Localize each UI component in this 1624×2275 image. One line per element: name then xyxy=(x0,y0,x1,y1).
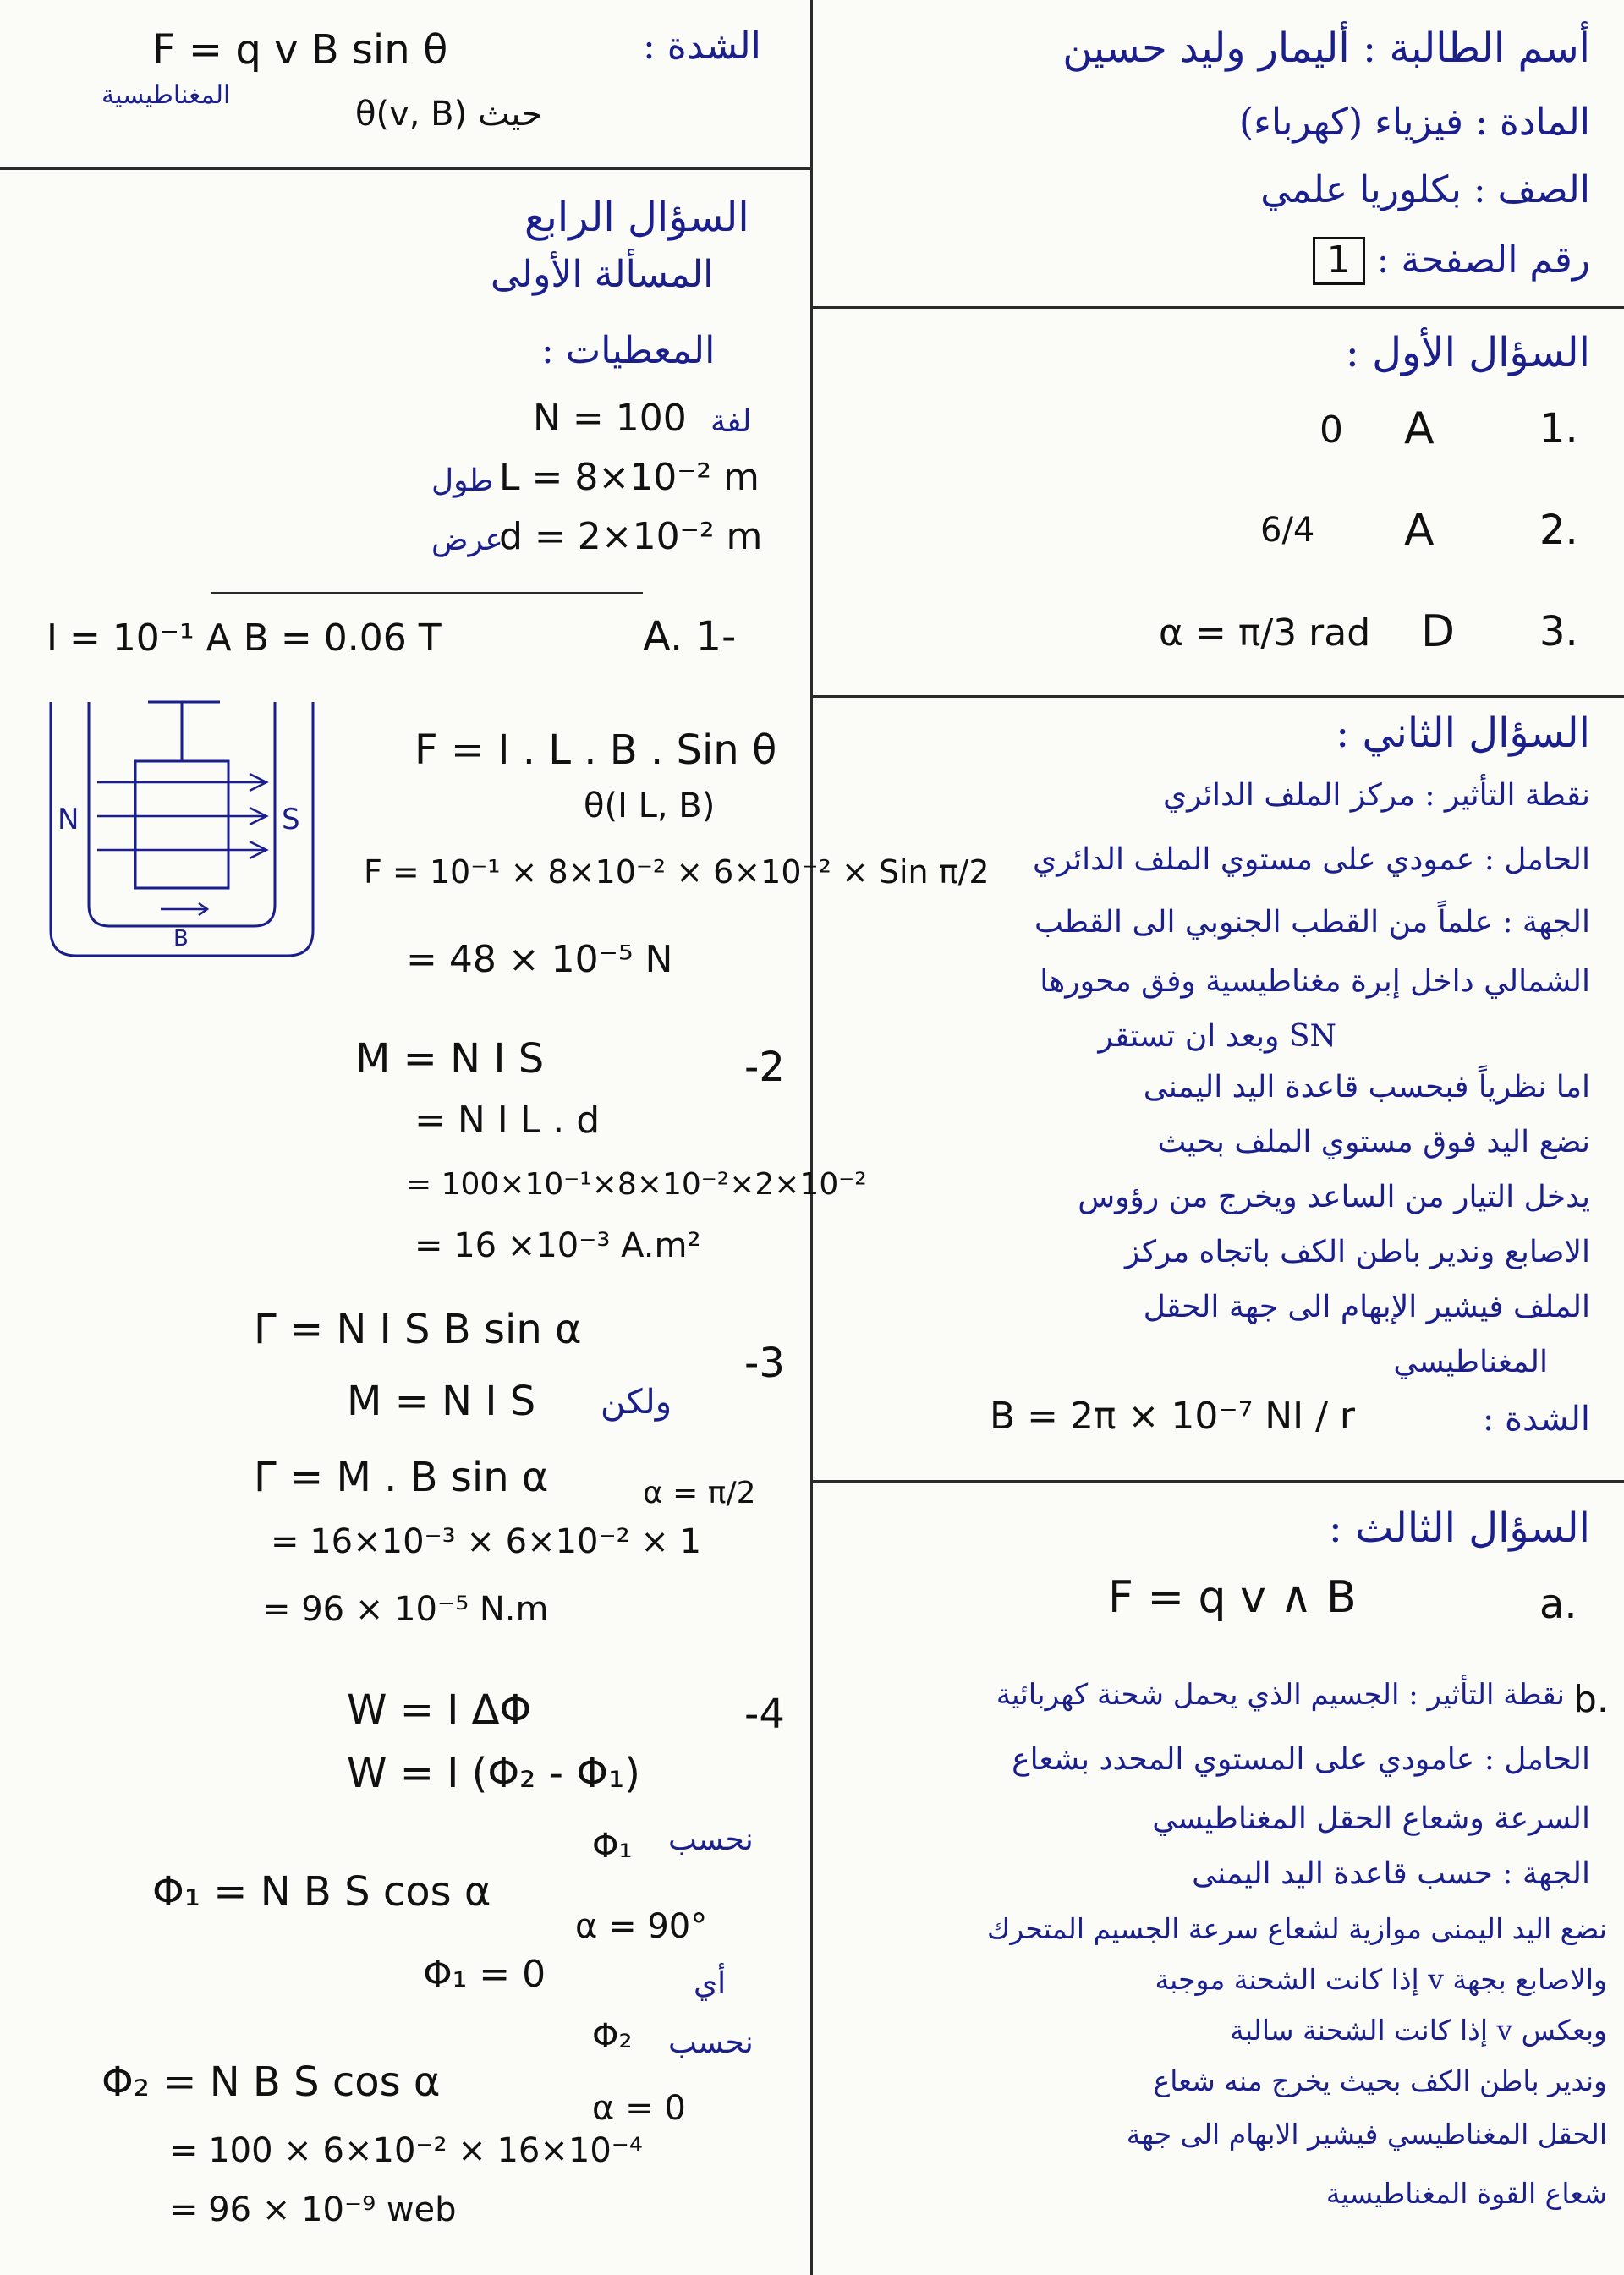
part-4-phi1-zero: Φ₁ = 0 xyxy=(423,1953,546,1996)
part-a-line-4: = 48 × 10⁻⁵ N xyxy=(406,938,673,981)
q3-b-line-5: نضع اليد اليمنى موازية لشعاع سرعة الجسيم المتحرك xyxy=(987,1912,1607,1945)
q4-givens-label: المعطيات : xyxy=(541,329,716,372)
given-n-label: لفة xyxy=(710,404,752,439)
q1-item-1-value: 0 xyxy=(1320,408,1343,452)
part-4-phi2-line-1: = 100 × 6×10⁻² × 16×10⁻⁴ xyxy=(169,2131,643,2170)
q2-line-8: يدخل التيار من الساعد ويخرج من رؤوس xyxy=(1078,1180,1590,1214)
divider-givens xyxy=(211,592,643,594)
q1-item-1-answer: A xyxy=(1404,403,1435,454)
part-2-num: -2 xyxy=(744,1044,785,1091)
part-4-alpha1: α = 90° xyxy=(575,1907,708,1946)
q1-item-3-num: 3. xyxy=(1539,608,1578,655)
part-3-line-2: M = N I S xyxy=(347,1378,536,1425)
divider-left-header xyxy=(0,167,810,170)
part-4-phi2-line-2: = 96 × 10⁻⁹ web xyxy=(169,2190,457,2229)
q1-item-2-num: 2. xyxy=(1539,507,1578,554)
given-d-label: عرض xyxy=(431,523,503,557)
magnet-north-label: N xyxy=(58,803,80,836)
q3-title: السؤال الثالث : xyxy=(1328,1505,1590,1552)
q3-b-line-3: السرعة وشعاع الحقل المغناطيسي xyxy=(1152,1801,1590,1836)
q2-line-7: نضع اليد فوق مستوي الملف بحيث xyxy=(1157,1125,1590,1159)
divider-right-header xyxy=(810,306,1624,309)
part-2-line-4: = 16 ×10⁻³ A.m² xyxy=(414,1226,701,1265)
q3-a-label: a. xyxy=(1539,1581,1577,1628)
q1-item-1-num: 1. xyxy=(1539,405,1578,452)
part-4-ay: أي xyxy=(694,1966,727,2001)
part-a-line-2: θ(I L, B) xyxy=(584,787,716,825)
lorentz-formula: F = q v B sin θ xyxy=(152,26,448,74)
given-d-value: d = 2×10⁻² m xyxy=(499,515,763,558)
subject: المادة : فيزياء (كهرباء) xyxy=(1238,101,1590,144)
q3-b-label: b. xyxy=(1573,1678,1609,1721)
part-3-line-3: Γ = M . B sin α xyxy=(254,1454,549,1501)
coil-diagram xyxy=(42,677,321,973)
part-2-line-3: = 100×10⁻¹×8×10⁻²×2×10⁻² xyxy=(406,1167,867,1202)
q2-formula: B = 2π × 10⁻⁷ NI / r xyxy=(990,1395,1355,1438)
page-number-label: رقم الصفحة : 1 xyxy=(1313,237,1590,285)
part-4-calc2-sym: Φ₂ xyxy=(592,2017,633,2056)
q2-title: السؤال الثاني : xyxy=(1336,710,1590,757)
part-4-alpha2: α = 0 xyxy=(592,2089,686,2128)
part-4-line-1: W = I ΔΦ xyxy=(347,1686,532,1734)
q3-b-line-7: وبعكس v إذا كانت الشحنة سالبة xyxy=(1230,2014,1607,2047)
part-3-line-4: = 16×10⁻³ × 6×10⁻² × 1 xyxy=(271,1522,702,1561)
q4-title: السؤال الرابع xyxy=(524,194,749,241)
divider-q2 xyxy=(810,1480,1624,1483)
given-l-value: L = 8×10⁻² m xyxy=(499,456,760,499)
part-3-line-5: = 96 × 10⁻⁵ N.m xyxy=(262,1590,549,1629)
q2-line-11: المغناطيسي xyxy=(1393,1345,1548,1379)
part-4-calc1-sym: Φ₁ xyxy=(592,1827,633,1866)
part-4-calc2-label: نحسب xyxy=(668,2026,754,2060)
q2-line-3: الجهة : علماً من القطب الجنوبي الى القطب xyxy=(1034,905,1590,940)
intensity-label: الشدة : xyxy=(643,25,761,68)
part-3-but: ولكن xyxy=(601,1383,672,1422)
column-divider xyxy=(810,0,813,2275)
class: الصف : بكلوريا علمي xyxy=(1260,168,1590,211)
q2-line-6: اما نظرياً فبحسب قاعدة اليد اليمنى xyxy=(1143,1070,1590,1105)
q3-b-line-8: وندير باطن الكف بحيث يخرج منه شعاع xyxy=(1153,2064,1607,2097)
q3-a-formula: F = q v ∧ B xyxy=(1108,1572,1357,1623)
divider-q1 xyxy=(810,695,1624,698)
q1-item-3-value: α = π/3 rad xyxy=(1159,611,1371,655)
q2-line-1: نقطة التأثير : مركز الملف الدائري xyxy=(1162,778,1590,813)
q3-b-line-6: والاصابع بجهة v إذا كانت الشحنة موجبة xyxy=(1155,1963,1607,1996)
field-b-label: B xyxy=(173,926,189,951)
magnet-south-label: S xyxy=(282,803,300,836)
part-4-phi1: Φ₁ = N B S cos α xyxy=(152,1868,491,1916)
q3-b-line-2: الحامل : عامودي على المستوي المحدد بشعاع xyxy=(1012,1742,1590,1777)
q3-b-line-4: الجهة : حسب قاعدة اليد اليمنى xyxy=(1192,1856,1590,1891)
part-a-line-3: F = 10⁻¹ × 8×10⁻² × 6×10⁻² × Sin π/2 xyxy=(364,853,990,891)
part-3-alpha: α = π/2 xyxy=(643,1476,756,1510)
q3-b-line-1: نقطة التأثير : الجسيم الذي يحمل شحنة كهربائية xyxy=(996,1678,1565,1712)
page-number: 1 xyxy=(1313,237,1365,285)
part-2-line-1: M = N I S xyxy=(355,1035,545,1083)
part-4-num: -4 xyxy=(744,1691,785,1738)
formula-subscript: المغناطيسية xyxy=(102,80,231,110)
q3-b-line-10: شعاع القوة المغناطيسية xyxy=(1325,2177,1607,2210)
q2-line-5: SN وبعد ان تستقر xyxy=(1098,1019,1336,1054)
part-4-line-2: W = I (Φ₂ - Φ₁) xyxy=(347,1750,640,1797)
q2-line-10: الملف فيشير الإبهام الى جهة الحقل xyxy=(1143,1290,1590,1324)
q2-line-4: الشمالي داخل إبرة مغناطيسية وفق محورها xyxy=(1040,964,1590,999)
q2-line-2: الحامل : عمودي على مستوي الملف الدائري xyxy=(1033,842,1590,877)
given-n-value: N = 100 xyxy=(533,397,687,440)
part-2-line-2: = N I L . d xyxy=(414,1099,601,1142)
q1-item-2-value: 6/4 xyxy=(1260,511,1315,550)
q2-intensity-label: الشدة : xyxy=(1482,1400,1590,1439)
angle-definition: θ(v, B) حيث xyxy=(355,95,543,134)
q2-line-9: الاصابع وندير باطن الكف باتجاه مركز xyxy=(1124,1235,1590,1269)
q4-subtitle: المسألة الأولى xyxy=(491,253,714,296)
part-3-line-1: Γ = N I S B sin α xyxy=(254,1306,582,1353)
part-3-num: -3 xyxy=(744,1340,785,1387)
q1-item-3-answer: D xyxy=(1421,606,1456,657)
part-a-conditions: I = 10⁻¹ A B = 0.06 T xyxy=(47,617,442,660)
given-l-label: طول xyxy=(431,463,494,498)
q3-b-line-9: الحقل المغناطيسي فيشير الابهام الى جهة xyxy=(1126,2118,1607,2151)
part-a-label: A. 1- xyxy=(643,613,737,661)
part-4-phi2: Φ₂ = N B S cos α xyxy=(102,2058,441,2106)
q1-title: السؤال الأول : xyxy=(1345,329,1590,376)
part-a-line-1: F = I . L . B . Sin θ xyxy=(414,726,777,774)
q1-item-2-answer: A xyxy=(1404,505,1435,556)
part-4-calc1-label: نحسب xyxy=(668,1823,754,1857)
student-name: أسم الطالبة : أليمار وليد حسين xyxy=(1062,25,1590,72)
